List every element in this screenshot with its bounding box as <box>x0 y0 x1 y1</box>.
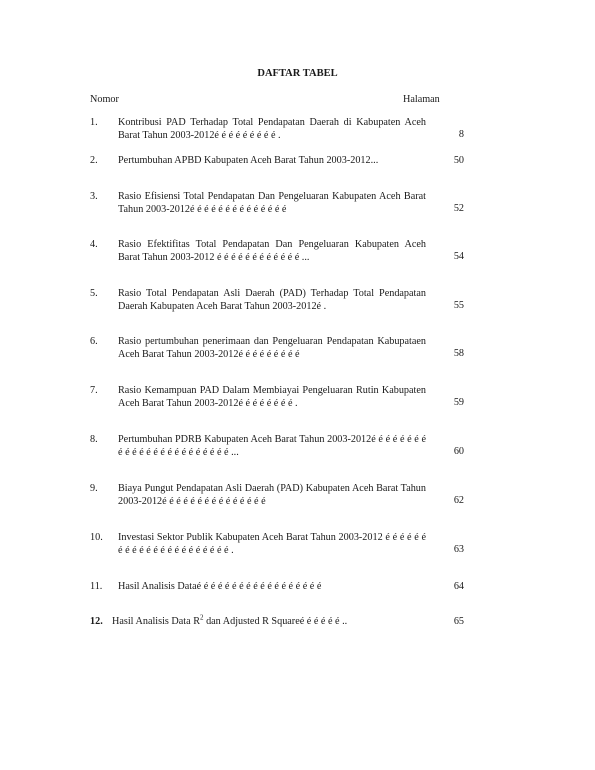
entry-number: 6. <box>90 336 98 347</box>
entry-title: Rasio pertumbuhan penerimaan dan Pengeluaran Pendapatan Kabupataen Aceh Barat Tahun 2003-2012é é é é é é é é é <box>118 336 426 360</box>
entry-title: Rasio Efisiensi Total Pendapatan Dan Pengeluaran Kabupaten Aceh Barat Tahun 2003-2012é é é é é é é é é é é é é é <box>118 191 426 215</box>
entry-title: Biaya Pungut Pendapatan Asli Daerah (PAD) Kabupaten Aceh Barat Tahun 2003-2012é é é é é é é é é é é é é é é <box>118 483 426 507</box>
entry-title: Rasio Total Pendapatan Asli Daerah (PAD) Terhadap Total Pendapatan Daerah Kabupaten Aceh Barat Tahun 2003-2012é . <box>118 288 426 312</box>
entry-title-part: Hasil Analisis Data R <box>112 616 201 627</box>
entry-number: 9. <box>90 483 98 494</box>
entry-title: Rasio Kemampuan PAD Dalam Membiayai Pengeluaran Rutin Kabupaten Aceh Barat Tahun 2003-2012é é é é é é é é . <box>118 385 426 409</box>
entry-page: 64 <box>453 581 464 592</box>
entry-title <box>112 613 420 629</box>
entry-page: 62 <box>453 495 464 506</box>
entry-page: 8 <box>458 129 464 140</box>
entry-title-part: dan Adjusted R Squareé é é é é é .. <box>203 616 348 627</box>
entry-number: 5. <box>90 288 98 299</box>
entry-page: 54 <box>453 251 464 262</box>
entry-number: 12. <box>90 616 103 627</box>
entry-title: Rasio Efektifitas Total Pendapatan Dan Pengeluaran Kabupaten Aceh Barat Tahun 2003-2012 é é é é é é é é é é é é ... <box>118 239 426 263</box>
entry-number: 10. <box>90 532 103 543</box>
entry-number: 1. <box>90 117 98 128</box>
entry-title: Hasil Analisis Dataé é é é é é é é é é é é é é é é é é <box>118 581 322 592</box>
column-header-nomor: Nomor <box>90 94 119 105</box>
entry-number: 11. <box>90 581 103 592</box>
entry-title: Kontribusi PAD Terhadap Total Pendapatan Daerah di Kabupaten Aceh Barat Tahun 2003-2012é é é é é é é é é . <box>118 117 426 141</box>
entry-page: 58 <box>453 348 464 359</box>
entry-page: 50 <box>453 155 464 166</box>
entry-number: 2. <box>90 155 98 166</box>
entry-page: 65 <box>453 616 464 627</box>
entry-number: 8. <box>90 434 98 445</box>
entry-number: 7. <box>90 385 98 396</box>
entry-page: 63 <box>453 544 464 555</box>
superscript-two: 2 <box>200 613 204 622</box>
entry-title: Investasi Sektor Publik Kabupaten Aceh Barat Tahun 2003-2012 é é é é é é é é é é é é é é é é é é é é é é . <box>118 532 426 556</box>
entry-page: 55 <box>453 300 464 311</box>
page-title: DAFTAR TABEL <box>257 68 338 79</box>
entry-page: 59 <box>453 397 464 408</box>
entry-page: 60 <box>453 446 464 457</box>
entry-title: Pertumbuhan PDRB Kabupaten Aceh Barat Tahun 2003-2012é é é é é é é é é é é é é é é é é é é é é é é é ... <box>118 434 426 458</box>
entry-number: 3. <box>90 191 98 202</box>
entry-number: 4. <box>90 239 98 250</box>
entry-page: 52 <box>453 203 464 214</box>
entry-title: Pertumbuhan APBD Kabupaten Aceh Barat Tahun 2003-2012... <box>118 155 379 166</box>
column-header-halaman: Halaman <box>403 94 440 105</box>
